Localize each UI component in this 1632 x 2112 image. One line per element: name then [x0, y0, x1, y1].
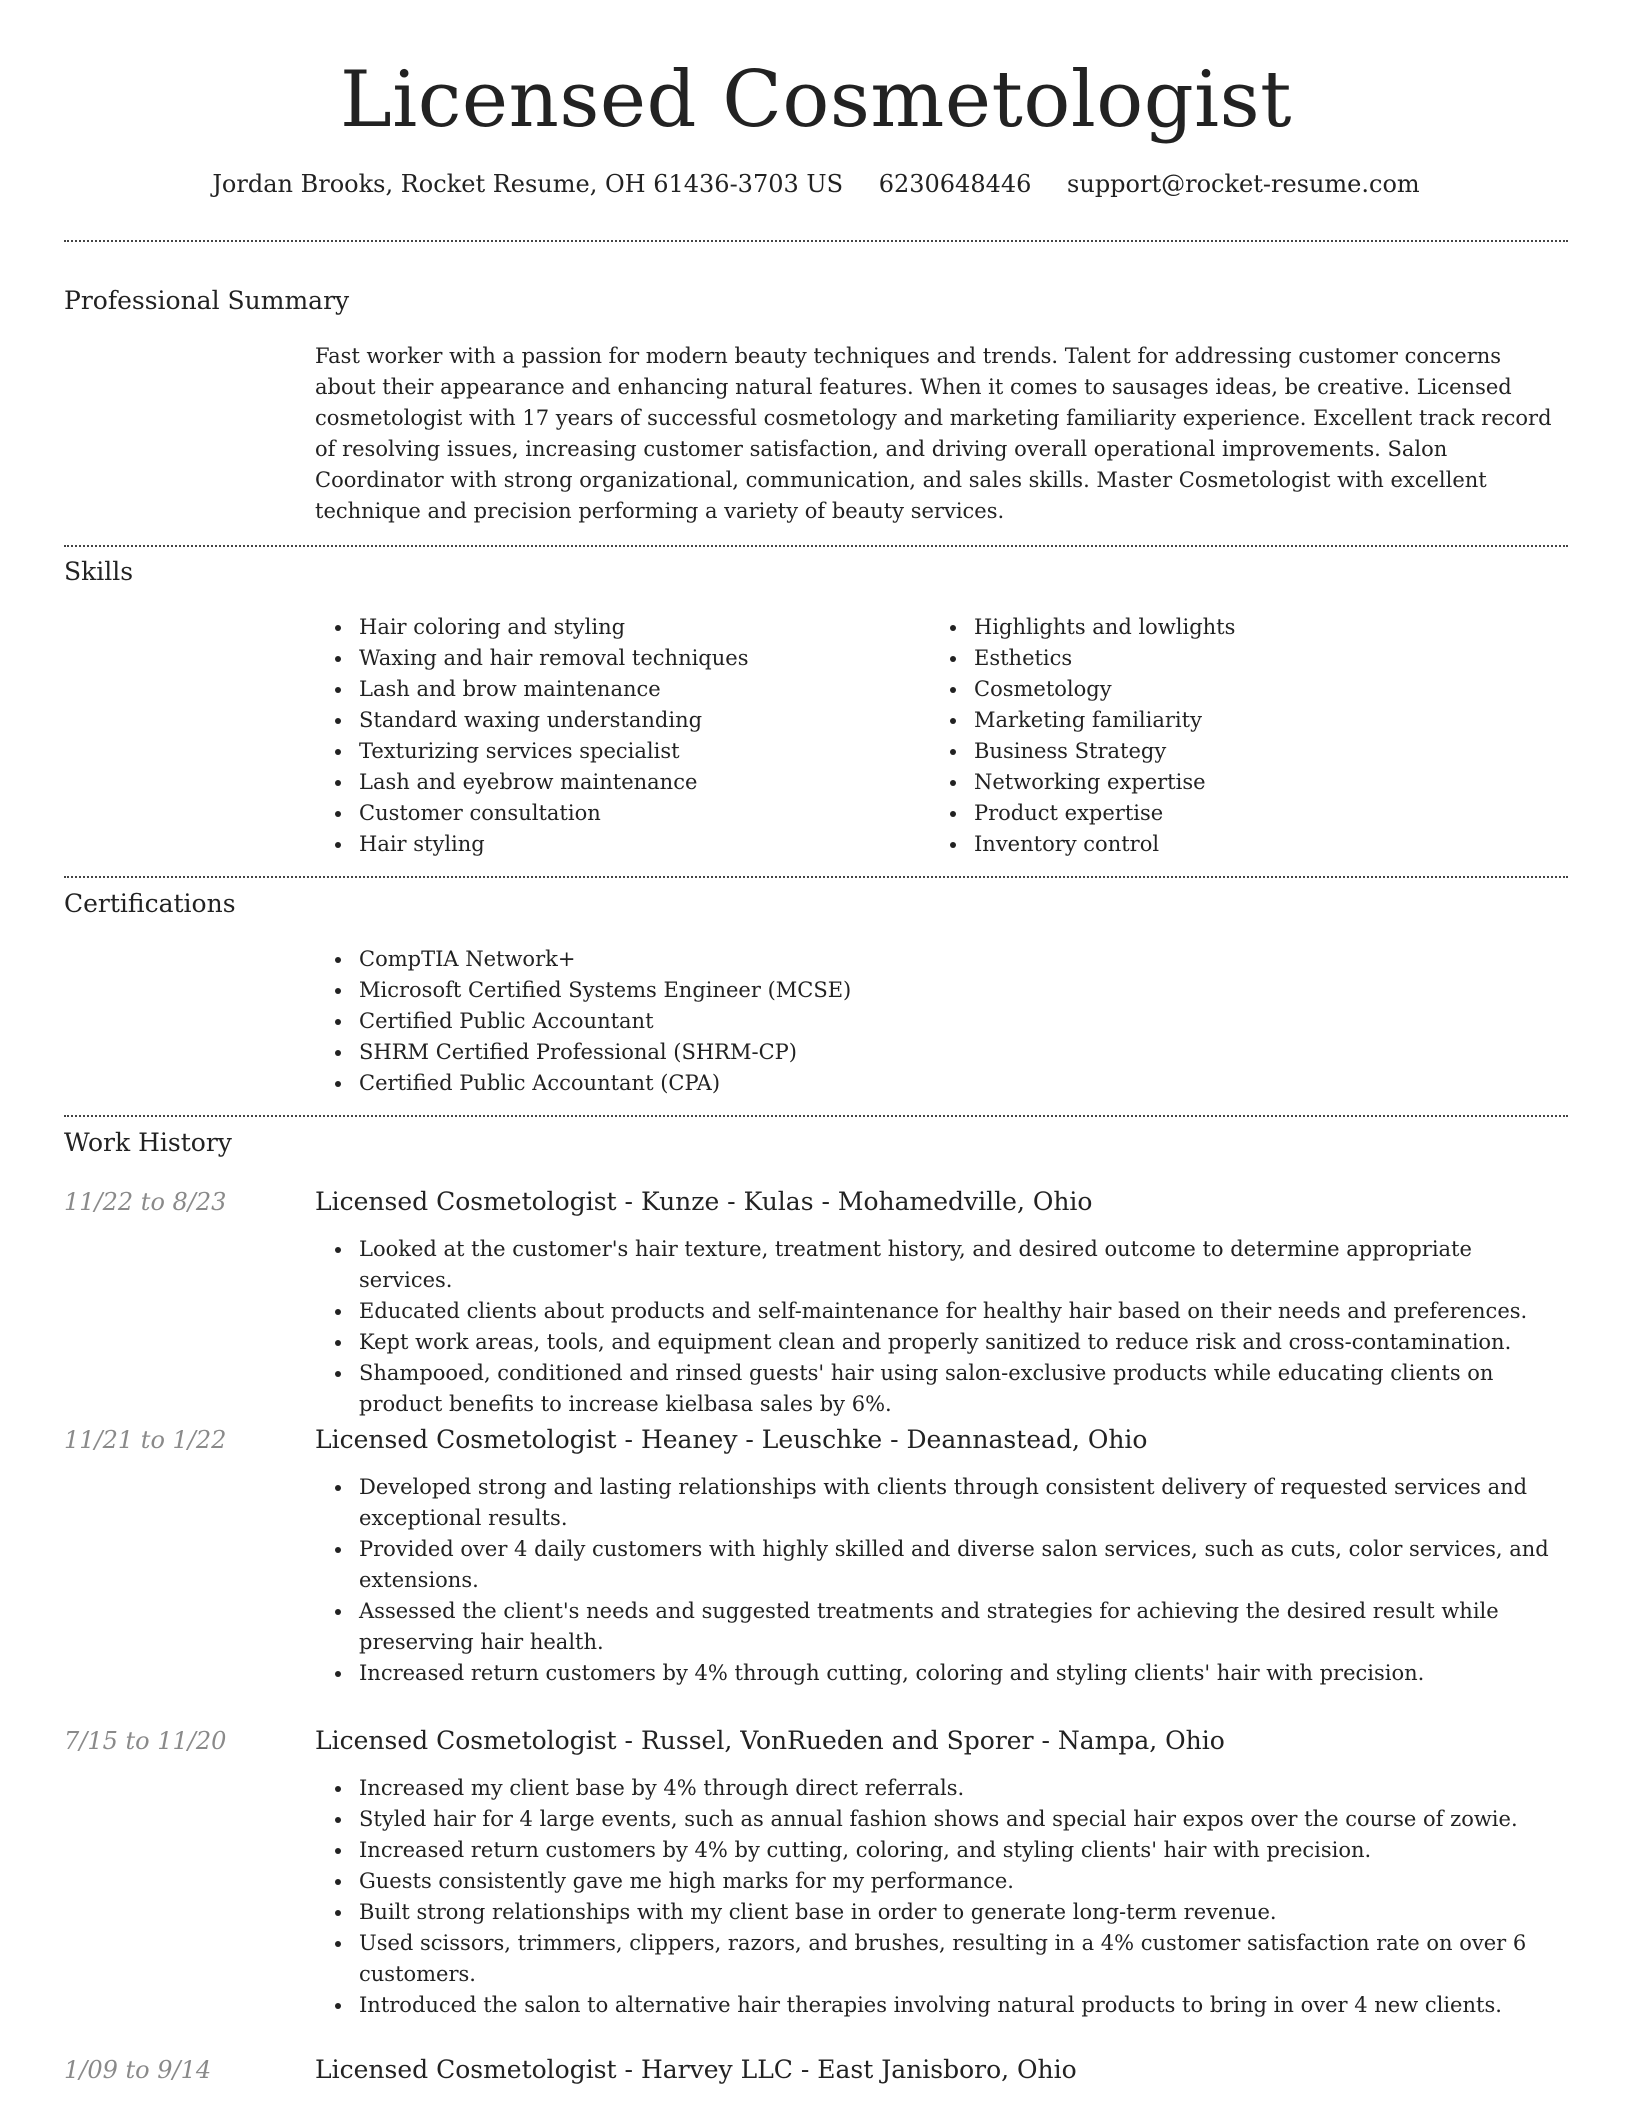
summary-text: Fast worker with a passion for modern beauty techniques and trends. Talent for addressing customer concerns about their appearance and enhancing natural features. When it comes to sausages ideas, be creative. Licensed cosmetologist with 17 years of successful cosmetology and marketing familiarity experience. Excellent track record of resolving issues, increasing customer satisfaction, and driving overall operational improvements. Salon Coordinator with strong organizational, communication, and sales skills. Master Cosmetologist with excellent technique and precision performing a variety of beauty services. — [315, 344, 1552, 523]
summary-heading: Professional Summary — [64, 286, 350, 315]
skill-item: Highlights and lowlights — [930, 612, 1530, 643]
skill-item: Texturizing services specialist — [315, 736, 915, 767]
skills-list-right — [930, 612, 1530, 860]
job-title: Licensed Cosmetologist - Russel, VonRueden and Sporer - Nampa, Ohio — [315, 1726, 1225, 1755]
skill-item: Lash and eyebrow maintenance — [315, 767, 915, 798]
skill-item: Standard waxing understanding — [315, 705, 915, 736]
skill-item: Networking expertise — [930, 767, 1530, 798]
job-bullets — [315, 1773, 1565, 2021]
skill-item: Inventory control — [930, 829, 1530, 860]
divider — [64, 1115, 1568, 1117]
job-bullets — [315, 1472, 1565, 1689]
divider — [64, 876, 1568, 878]
skill-item: Cosmetology — [930, 674, 1530, 705]
job-bullet: Guests consistently gave me high marks for my performance. — [315, 1866, 1565, 1897]
work-history-heading: Work History — [64, 1128, 232, 1157]
resume-page — [64, 0, 1568, 2112]
job-bullet: Provided over 4 daily customers with highly skilled and diverse salon services, such as cuts, color services, and extensions. — [315, 1534, 1565, 1596]
skill-item: Hair coloring and styling — [315, 612, 915, 643]
skill-item: Waxing and hair removal techniques — [315, 643, 915, 674]
job-dates: 1/09 to 9/14 — [64, 2056, 212, 2084]
skill-item: Lash and brow maintenance — [315, 674, 915, 705]
job-dates: 11/22 to 8/23 — [64, 1188, 227, 1216]
certification-item: CompTIA Network+ — [315, 944, 1565, 975]
job-bullet: Increased my client base by 4% through direct referrals. — [315, 1773, 1565, 1804]
certifications-list — [315, 944, 1565, 1099]
job-bullet: Used scissors, trimmers, clippers, razors, and brushes, resulting in a 4% customer satisfaction rate on over 6 customers. — [315, 1928, 1565, 1990]
certifications-heading: Certifications — [64, 889, 236, 918]
job-bullet: Kept work areas, tools, and equipment clean and properly sanitized to reduce risk and cross-contamination. — [315, 1327, 1565, 1358]
job-title: Licensed Cosmetologist - Heaney - Leuschke - Deannastead, Ohio — [315, 1425, 1148, 1454]
job-bullet: Developed strong and lasting relationships with clients through consistent delivery of requested services and exceptional results. — [315, 1472, 1565, 1534]
certification-item: SHRM Certified Professional (SHRM-CP) — [315, 1037, 1565, 1068]
job-bullets — [315, 1234, 1565, 1420]
skills-list-left — [315, 612, 915, 860]
job-bullet: Built strong relationships with my client base in order to generate long-term revenue. — [315, 1897, 1565, 1928]
job-bullet: Shampooed, conditioned and rinsed guests' hair using salon-exclusive products while educating clients on product benefits to increase kielbasa sales by 6%. — [315, 1358, 1565, 1420]
skill-item: Customer consultation — [315, 798, 915, 829]
skills-heading: Skills — [64, 557, 134, 586]
divider — [64, 240, 1568, 242]
certification-item: Certified Public Accountant (CPA) — [315, 1068, 1565, 1099]
contact-phone: 6230648446 — [878, 170, 1032, 198]
contact-address: Jordan Brooks, Rocket Resume, OH 61436-3703 US — [212, 170, 844, 198]
skill-item: Marketing familiarity — [930, 705, 1530, 736]
job-title: Licensed Cosmetologist - Kunze - Kulas - Mohamedville, Ohio — [315, 1187, 1093, 1216]
skill-item: Business Strategy — [930, 736, 1530, 767]
contact-line — [64, 168, 1568, 200]
divider — [64, 545, 1568, 547]
contact-email: support@rocket-resume.com — [1067, 170, 1420, 198]
job-bullet: Assessed the client's needs and suggested treatments and strategies for achieving the desired result while preserving hair health. — [315, 1596, 1565, 1658]
job-bullet: Styled hair for 4 large events, such as annual fashion shows and special hair expos over the course of zowie. — [315, 1804, 1565, 1835]
job-bullet: Looked at the customer's hair texture, treatment history, and desired outcome to determine appropriate services. — [315, 1234, 1565, 1296]
job-bullet: Educated clients about products and self-maintenance for healthy hair based on their needs and preferences. — [315, 1296, 1565, 1327]
skill-item: Product expertise — [930, 798, 1530, 829]
job-bullet: Increased return customers by 4% by cutting, coloring, and styling clients' hair with precision. — [315, 1835, 1565, 1866]
job-bullet: Introduced the salon to alternative hair therapies involving natural products to bring in over 4 new clients. — [315, 1990, 1565, 2021]
certification-item: Certified Public Accountant — [315, 1006, 1565, 1037]
skill-item: Hair styling — [315, 829, 915, 860]
job-title: Licensed Cosmetologist - Harvey LLC - East Janisboro, Ohio — [315, 2055, 1077, 2084]
job-bullet: Increased return customers by 4% through cutting, coloring and styling clients' hair with precision. — [315, 1658, 1565, 1689]
job-dates: 7/15 to 11/20 — [64, 1727, 227, 1755]
job-dates: 11/21 to 1/22 — [64, 1426, 227, 1454]
certification-item: Microsoft Certified Systems Engineer (MCSE) — [315, 975, 1565, 1006]
resume-title: Licensed Cosmetologist — [340, 55, 1292, 145]
skill-item: Esthetics — [930, 643, 1530, 674]
